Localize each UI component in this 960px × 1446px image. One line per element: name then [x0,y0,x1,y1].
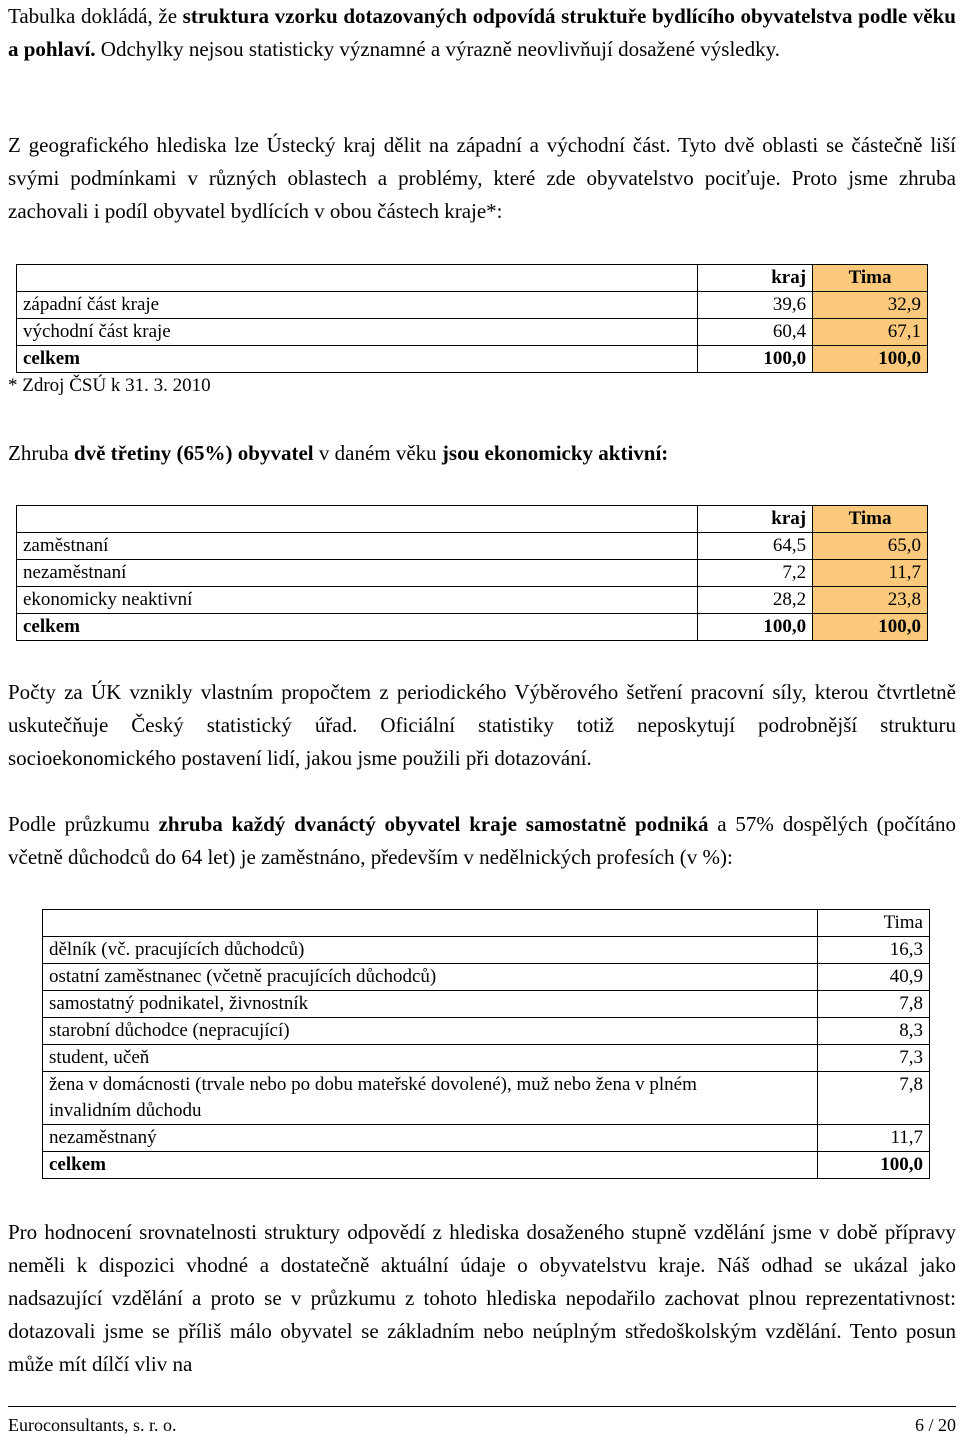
table-header-row [17,506,928,533]
table-row [17,292,928,319]
row-label: celkem [17,614,698,641]
row-label: celkem [43,1152,818,1179]
cell-value: 8,3 [818,1018,930,1045]
row-label: ostatní zaměstnanec (včetně pracujících důchodců) [43,964,818,991]
paragraph-2: Z geografického hlediska lze Ústecký kraj dělit na západní a východní část. Tyto dvě oblasti se částečně liší svými podmínkami v různých oblastech a problémy, které zde obyvatelstvo pociťuje. Proto jsme zhruba zachovali i podíl obyvatel bydlících v obou částech kraje*: [8,133,956,223]
text-run: a 57% dospělých (počítáno včetně důchodců do 64 let) je zaměstnáno, především v nedělnických profesích (v %): [8,812,956,869]
cell-value: 16,3 [818,937,930,964]
paragraph-5 [8,808,956,874]
cell-tima: 23,8 [813,587,928,614]
bold-run: jsou ekonomicky aktivní: [441,441,669,465]
row-label: východní část kraje [17,319,698,346]
cell-tima: 67,1 [813,319,928,346]
paragraph-3 [8,437,956,470]
table-row-total [17,346,928,373]
page-footer [8,1406,956,1436]
table-row [17,533,928,560]
table-row-total [17,614,928,641]
row-label: dělník (vč. pracujících důchodců) [43,937,818,964]
footer-company: Euroconsultants, s. r. o. [8,1415,177,1435]
cell-tima: 65,0 [813,533,928,560]
cell-kraj: 100,0 [698,346,813,373]
row-label: starobní důchodce (nepracující) [43,1018,818,1045]
column-header-tima: Tima [813,506,928,533]
table-row [43,1018,930,1045]
table-economic-activity [16,505,928,641]
table-header-row [17,265,928,292]
cell-tima: 11,7 [813,560,928,587]
row-label: celkem [17,346,698,373]
cell-kraj: 100,0 [698,614,813,641]
cell-value: 7,3 [818,1045,930,1072]
cell-value: 40,9 [818,964,930,991]
cell-kraj: 64,5 [698,533,813,560]
bold-run: struktura vzorku dotazovaných odpovídá struktuře bydlícího obyvatelstva podle věku a pohlaví. [8,4,956,61]
cell-tima: 100,0 [813,346,928,373]
column-header-tima: Tima [813,265,928,292]
bold-run: zhruba každý dvanáctý obyvatel kraje samostatně podniká [158,812,709,836]
cell-tima: 100,0 [813,614,928,641]
row-label: zaměstnaní [17,533,698,560]
text-run: Odchylky nejsou statisticky významné a výrazně neovlivňují dosažené výsledky. [95,37,780,61]
row-label: nezaměstnaní [17,560,698,587]
bold-run: dvě třetiny (65%) obyvatel [73,441,314,465]
cell-value: 7,8 [818,1072,930,1125]
paragraph-1 [8,0,956,66]
column-header: Tima [818,910,930,937]
cell-tima: 32,9 [813,292,928,319]
table-header-row [43,910,930,937]
text-run: Tabulka dokládá, že [8,4,183,28]
table-row [43,1125,930,1152]
source-note: * Zdroj ČSÚ k 31. 3. 2010 [8,375,211,396]
table-row [43,1072,930,1125]
text-run: Podle průzkumu [8,812,159,836]
cell-value: 7,8 [818,991,930,1018]
table-row [43,937,930,964]
table-row [43,964,930,991]
row-label: samostatný podnikatel, živnostník [43,991,818,1018]
cell-kraj: 39,6 [698,292,813,319]
table-row [17,587,928,614]
column-header: kraj [698,265,813,292]
row-label: nezaměstnaný [43,1125,818,1152]
text-run: Zhruba [8,441,74,465]
cell-value: 100,0 [818,1152,930,1179]
cell-value: 11,7 [818,1125,930,1152]
column-header: kraj [698,506,813,533]
page-number: 6 / 20 [914,1415,956,1435]
row-label: ekonomicky neaktivní [17,587,698,614]
row-label: západní část kraje [17,292,698,319]
cell-kraj: 7,2 [698,560,813,587]
cell-kraj: 28,2 [698,587,813,614]
cell-kraj: 60,4 [698,319,813,346]
table-row [43,991,930,1018]
table-row-total [43,1152,930,1179]
text-run: v daném věku [313,441,442,465]
table-row [17,560,928,587]
table-occupations [42,909,930,1179]
row-label: žena v domácnosti (trvale nebo po dobu mateřské dovolené), muž nebo žena v plném invalidním důchodu [43,1072,818,1125]
paragraph-4: Počty za ÚK vznikly vlastním propočtem z periodického Výběrového šetření pracovní síly, kterou čtvrtletně uskutečňuje Český statistický úřad. Oficiální statistiky totiž neposkytují podrobnější strukturu socioekonomického postavení lidí, jakou jsme použili při dotazování. [8,680,956,770]
table-row [43,1045,930,1072]
table-row [17,319,928,346]
paragraph-6: Pro hodnocení srovnatelnosti struktury odpovědí z hlediska dosaženého stupně vzdělání jsme v době přípravy neměli k dispozici vhodné a dostatečně aktuální údaje o obyvatelstvu kraje. Náš odhad se ukázal jako nadsazující vzdělání a proto se v průzkumu z tohoto hlediska nepodařilo zachovat plnou reprezentativnost: dotazovali jsme se příliš málo obyvatel se základním nebo neúplným středoškolským vzdělání. Tento posun může mít dílčí vliv na [8,1220,956,1376]
row-label: student, učeň [43,1045,818,1072]
table-regions [8,264,928,399]
